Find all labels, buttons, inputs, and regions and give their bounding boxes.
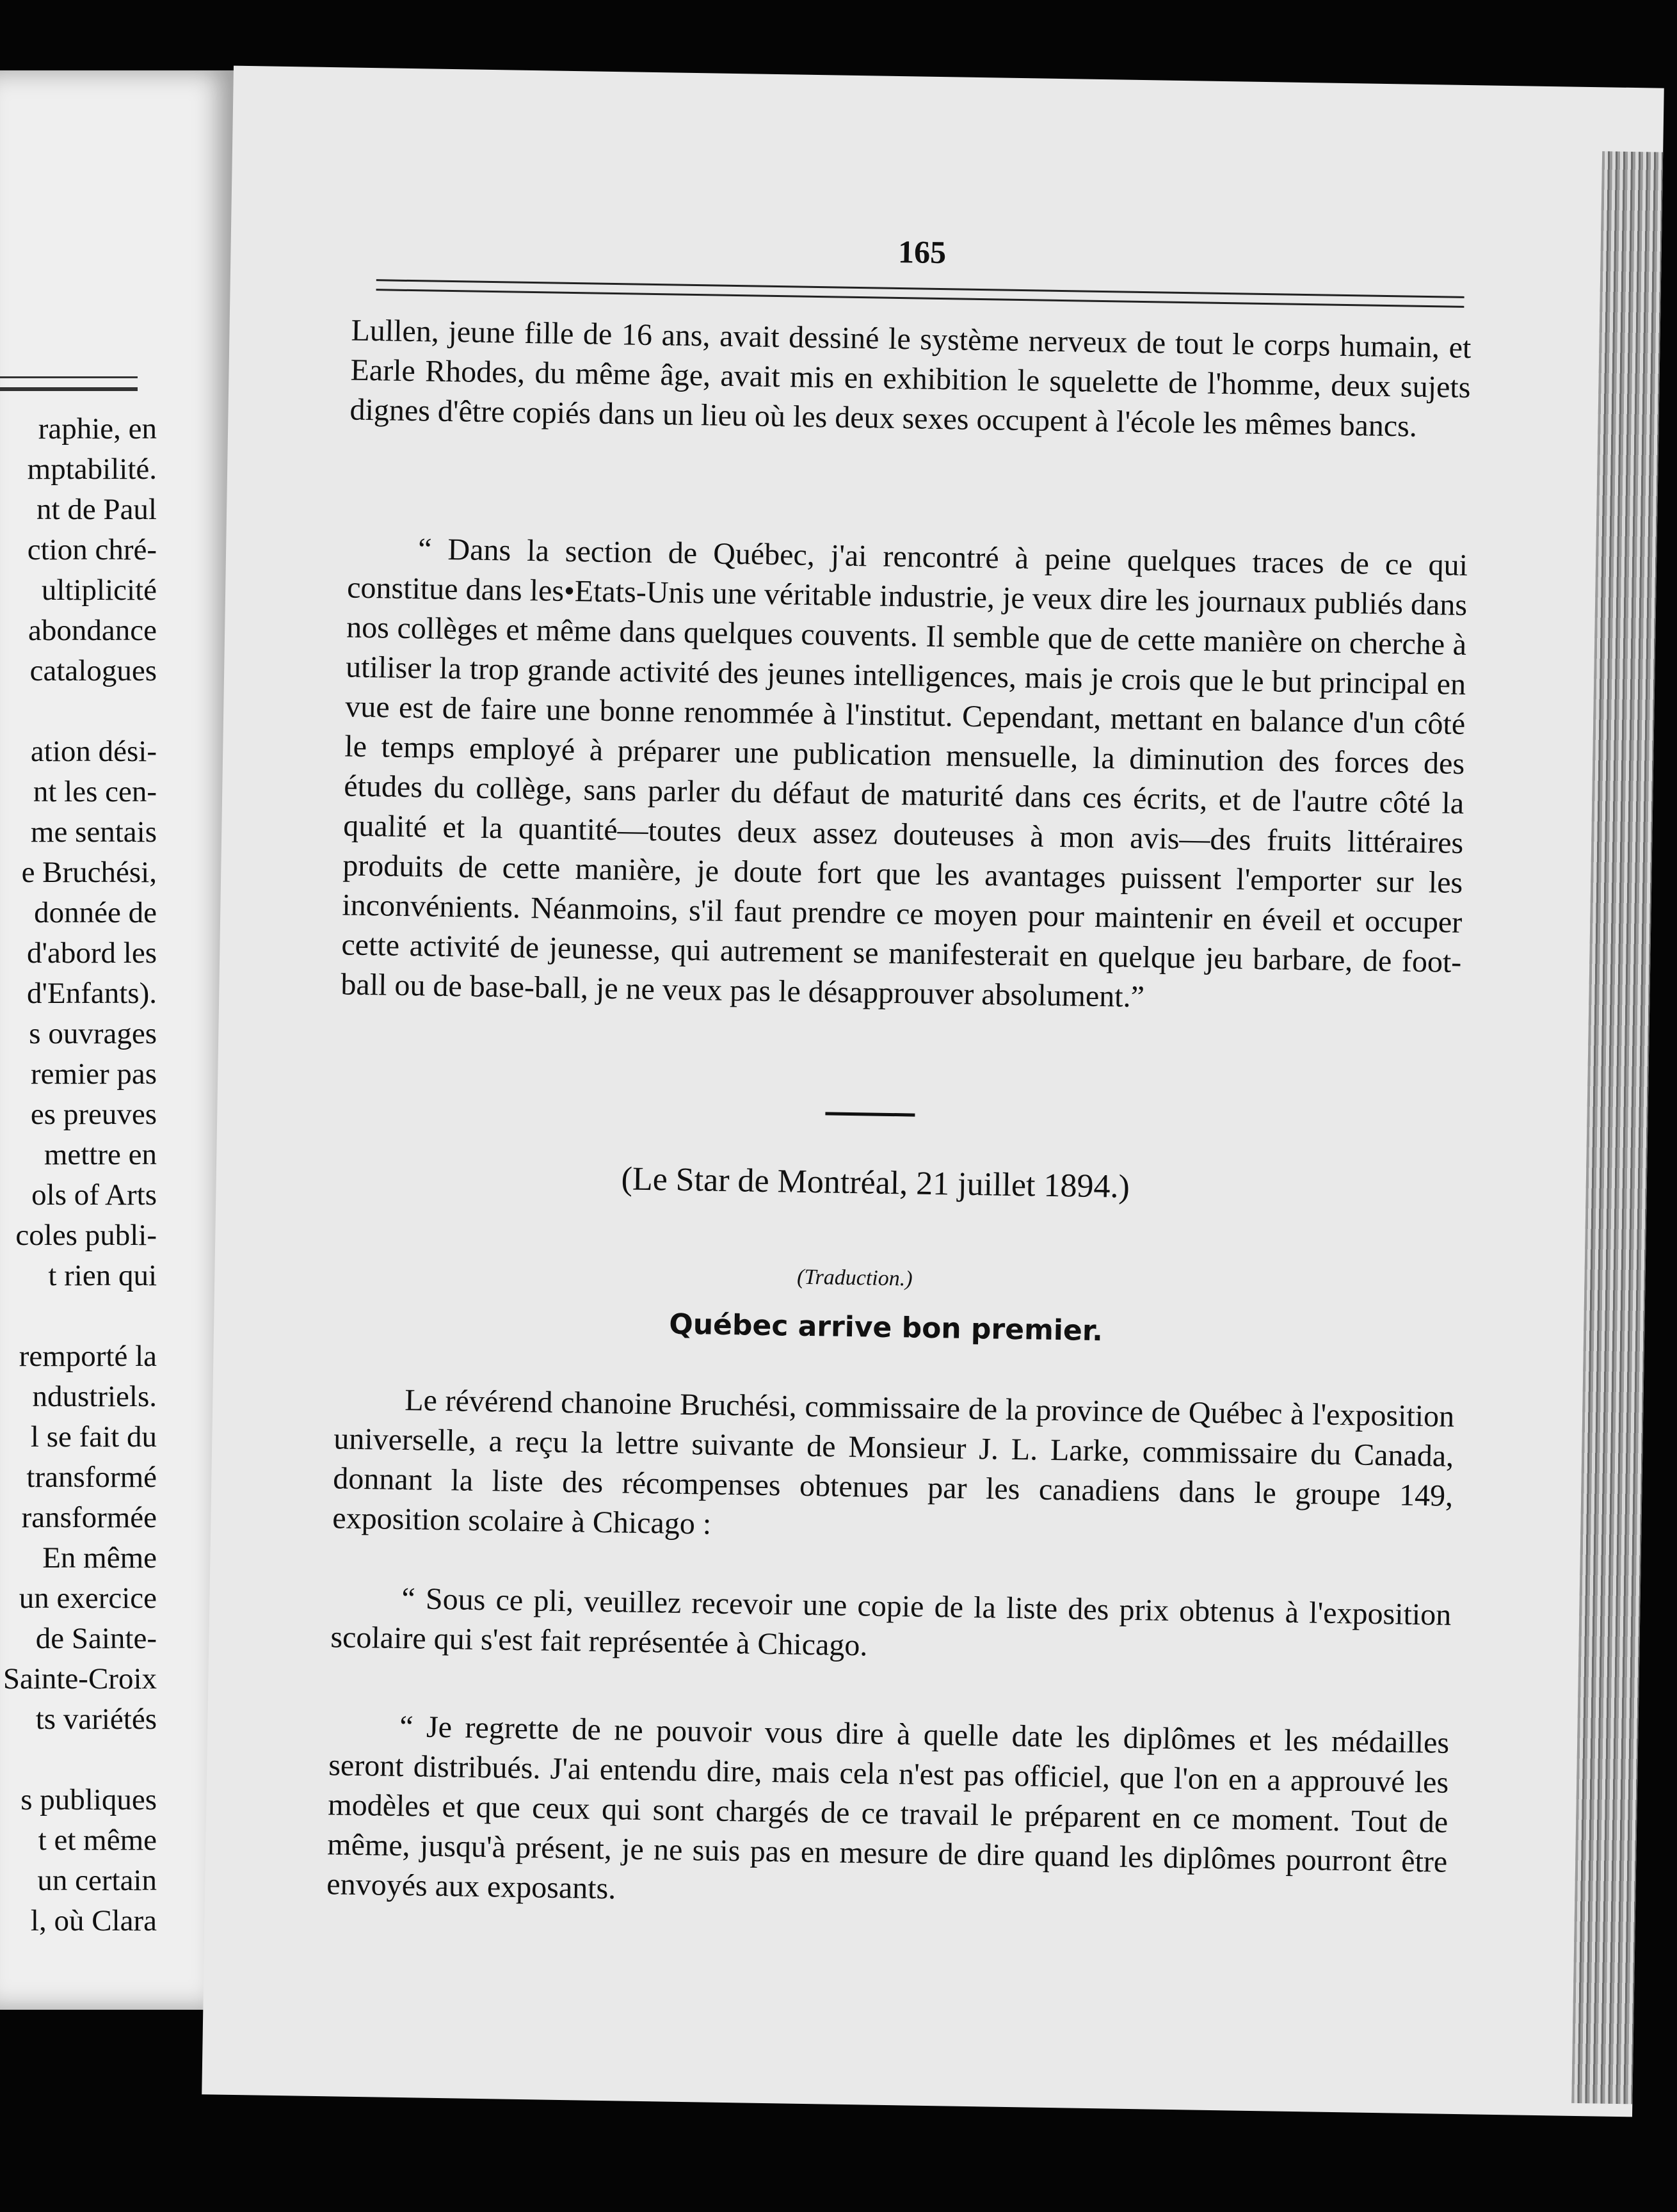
left-page-line: d'Enfants). (27, 977, 157, 1010)
left-page-line: ation dési- (30, 735, 157, 768)
left-page-line: d'abord les (27, 936, 157, 970)
translation-note: (Traduction.) (796, 1265, 913, 1291)
paragraph-4 (330, 1578, 1452, 1674)
right-page (202, 66, 1664, 2117)
left-page-line: me sentais (30, 815, 157, 849)
paragraph-3-text: Le révérend chanoine Bruchési, commissaire de la province de Québec à l'exposition universelle, a reçu la lettre suivante de Monsieur J. L. Larke, commissaire du Canada, donnant la liste des récompenses obtenues par les canadiens dans le groupe 149, exposition scolaire à Chicago : (332, 1383, 1455, 1541)
section-divider (825, 1112, 915, 1116)
left-page-line: s publiques (20, 1783, 157, 1816)
paragraph-2-text: “ Dans la section de Québec, j'ai rencontré à peine quelques traces de ce qui constitue dans les•Etats-Unis une véritable industrie, je veux dire les journaux publiés dans nos collèges et même dans quelques couvents. Il semble que de cette manière on cherche à utiliser la trop grande activité des jeunes intelligences, mais je crois que le but principal en vue est de faire une bonne renommée à l'institut. Cependant, mettant en balance d'un côté le temps employé à préparer une publication mensuelle, la diminution des forces des études du collège, sans parler du défaut de maturité dans ces écrits, et de l'autre côté la qualité et la quantité—toutes deux assez douteuses à mon avis—des fruits littéraires produits de cette manière, je doute fort que les avantages puissent l'emporter sur les inconvénients. Néanmoins, s'il faut prendre ce moyen pour maintenir en éveil et occuper cette activité de jeunesse, qui autrement se manifesterait en quelque jeu barbare, de foot-ball ou de base-ball, je ne veux pas le désapprouver absolument.” (341, 532, 1468, 1014)
left-page-line: nt de Paul (36, 493, 157, 526)
paragraph-2 (341, 529, 1468, 1022)
left-page-line: remier pas (30, 1057, 157, 1091)
left-page-line: donnée de (34, 896, 157, 929)
citation: (Le Star de Montréal, 21 juillet 1894.) (621, 1160, 1130, 1205)
left-page-line: ultiplicité (41, 573, 157, 607)
paragraph-3 (332, 1379, 1455, 1555)
left-page-line: mptabilité. (27, 453, 157, 486)
paragraph-1-text: Lullen, jeune fille de 16 ans, avait dessiné le système nerveux de tout le corps humain, et Earle Rhodes, du même âge, avait mis en exhibition le squelette de l'homme, deux sujets dignes d'être copiés dans un lieu où les deux sexes occupent à l'école les mêmes bancs. (349, 313, 1472, 444)
left-page-line: coles publi- (15, 1219, 157, 1252)
paragraph-4-text: “ Sous ce pli, veuillez recevoir une copie de la liste des prix obtenus à l'exposition scolaire qui s'est fait représentée à Chicago. (330, 1582, 1452, 1663)
left-page-line: En même (42, 1541, 157, 1575)
left-page-line: un certain (37, 1864, 157, 1897)
left-page-line: t rien qui (48, 1259, 157, 1292)
article-title: Québec arrive bon premier. (669, 1308, 1103, 1348)
left-page-line: mettre en (44, 1138, 157, 1171)
left-page-line: ndustriels. (32, 1380, 157, 1413)
left-page-line: es preuves (30, 1098, 157, 1131)
left-page-line: l se fait du (30, 1420, 157, 1454)
left-page-line: l, où Clara (30, 1904, 157, 1937)
left-page-line: ransformée (21, 1501, 157, 1534)
page-number: 165 (897, 233, 947, 271)
paragraph-5 (326, 1706, 1450, 1921)
left-page-line: abondance (28, 614, 157, 647)
paragraph-5-text: “ Je regrette de ne pouvoir vous dire à quelle date les diplômes et les médailles seront distribués. J'ai entendu dire, mais cela n'est pas officiel, que l'on en a approuvé les modèles et que ceux qui sont chargés de ce travail le préparent en ce moment. Tout de même, jusqu'à présent, je ne suis pas en mesure de dire quand les diplômes pourront être envoyés aux exposants. (326, 1710, 1450, 1906)
left-page-line: raphie, en (38, 412, 157, 445)
left-page-rule (0, 376, 138, 391)
page-edge (1571, 151, 1663, 2104)
left-page-line: remporté la (19, 1340, 157, 1373)
left-page-fragment (0, 70, 238, 2010)
left-page-line: Sainte-Croix (3, 1662, 157, 1695)
header-rule (376, 279, 1464, 308)
left-page-line: ts variétés (35, 1703, 157, 1736)
left-page-line: transformé (26, 1461, 157, 1494)
left-page-line: un exercice (19, 1582, 157, 1615)
paragraph-1 (349, 311, 1472, 447)
left-page-line: nt les cen- (33, 775, 157, 808)
left-page-line: de Sainte- (35, 1622, 157, 1655)
left-page-line: catalogues (29, 654, 157, 687)
left-page-line: ols of Arts (31, 1178, 157, 1212)
left-page-line: s ouvrages (29, 1017, 157, 1050)
left-page-line: e Bruchési, (21, 856, 157, 889)
left-page-line: ction chré- (27, 533, 157, 566)
left-page-line: t et même (38, 1823, 157, 1857)
